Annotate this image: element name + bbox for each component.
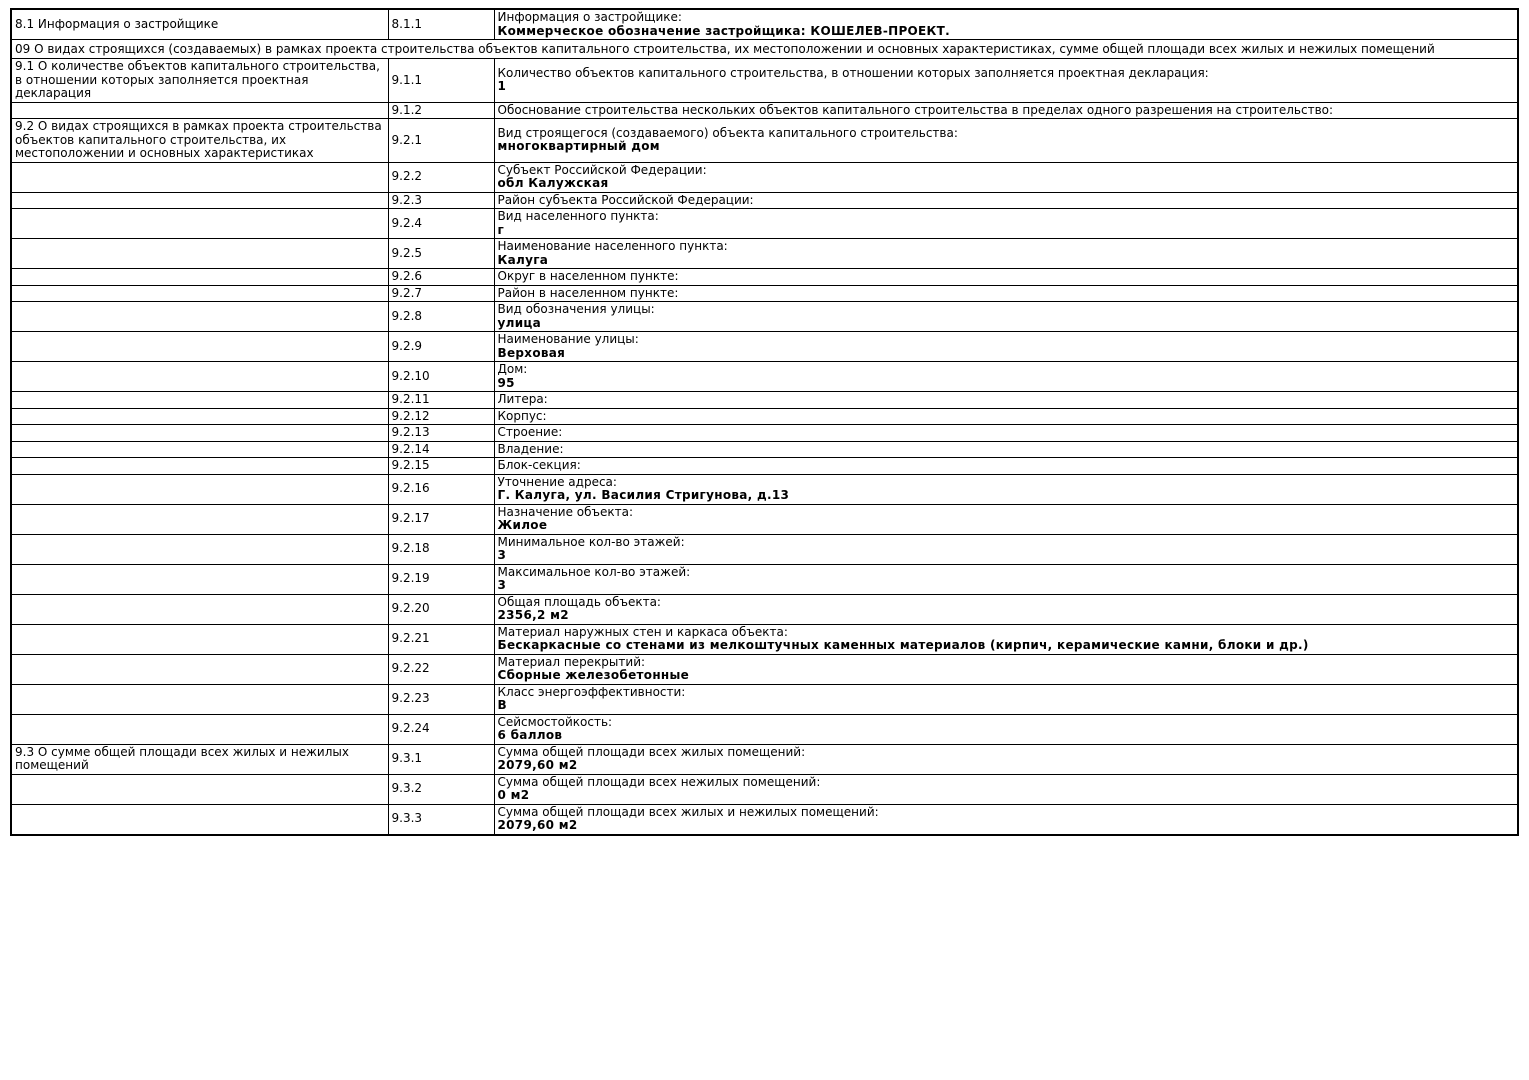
row-content-cell xyxy=(494,624,1518,654)
row-code-cell: 9.2.12 xyxy=(388,408,494,425)
table-row xyxy=(11,59,1518,103)
field-label: Количество объектов капитального строительства, в отношении которых заполняется проектная декларация: xyxy=(497,65,1209,80)
field-value: 2079,60 м2 xyxy=(497,758,578,772)
row-content-cell xyxy=(494,9,1518,40)
table-row xyxy=(11,302,1518,332)
table-row xyxy=(11,624,1518,654)
field-value: улица xyxy=(497,315,542,330)
field-label: Класс энергоэффективности: xyxy=(497,684,686,699)
row-code-cell: 9.3.3 xyxy=(388,804,494,835)
table-row xyxy=(11,744,1518,774)
row-code-cell: 9.2.3 xyxy=(388,192,494,209)
section-title-cell xyxy=(11,162,388,192)
table-row xyxy=(11,102,1518,119)
field-label: Район в населенном пункте: xyxy=(497,285,679,300)
section-title-cell xyxy=(11,804,388,835)
table-row xyxy=(11,714,1518,744)
row-content-cell xyxy=(494,162,1518,192)
field-label: Дом: xyxy=(497,362,528,376)
section-header-row xyxy=(11,40,1518,59)
table-row xyxy=(11,239,1518,269)
field-label: Материал перекрытий: xyxy=(497,654,646,669)
table-row xyxy=(11,474,1518,504)
section-title-cell xyxy=(11,408,388,425)
row-content-cell xyxy=(494,269,1518,286)
row-content-cell xyxy=(494,654,1518,684)
section-title-cell xyxy=(11,684,388,714)
field-label: Общая площадь объекта: xyxy=(497,594,661,609)
table-row xyxy=(11,534,1518,564)
section-title-cell xyxy=(11,285,388,302)
row-content-cell xyxy=(494,425,1518,442)
section-title-cell xyxy=(11,458,388,475)
field-label: Максимальное кол-во этажей: xyxy=(497,564,691,579)
field-label: Сумма общей площади всех жилых помещений: xyxy=(497,744,806,759)
row-content-cell xyxy=(494,564,1518,594)
row-code-cell: 8.1.1 xyxy=(388,9,494,40)
table-row xyxy=(11,804,1518,835)
field-label: Сумма общей площади всех жилых и нежилых помещений: xyxy=(497,804,879,819)
section-title-cell xyxy=(11,654,388,684)
field-label: Блок-секция: xyxy=(497,458,581,472)
field-label: Владение: xyxy=(497,441,564,456)
row-code-cell: 9.2.7 xyxy=(388,285,494,302)
section-title-cell xyxy=(11,302,388,332)
row-code-cell: 9.2.16 xyxy=(388,474,494,504)
field-value: 1 xyxy=(497,79,507,94)
row-content-cell xyxy=(494,59,1518,103)
field-value: 6 баллов xyxy=(497,728,563,742)
field-value: 2356,2 м2 xyxy=(497,608,569,622)
section-title-cell xyxy=(11,239,388,269)
field-value: Бескаркасные со стенами из мелкоштучных каменных материалов (кирпич, керамические камни, блоки и др.) xyxy=(497,638,1309,652)
row-code-cell: 9.2.5 xyxy=(388,239,494,269)
row-code-cell: 9.2.11 xyxy=(388,392,494,409)
row-content-cell xyxy=(494,362,1518,392)
row-code-cell: 9.2.6 xyxy=(388,269,494,286)
table-row xyxy=(11,564,1518,594)
section-title-cell xyxy=(11,624,388,654)
table-row xyxy=(11,425,1518,442)
table-row xyxy=(11,458,1518,475)
field-label: Сумма общей площади всех нежилых помещений: xyxy=(497,774,821,789)
table-body xyxy=(11,9,1518,835)
table-row xyxy=(11,654,1518,684)
row-content-cell xyxy=(494,534,1518,564)
row-content-cell xyxy=(494,474,1518,504)
section-title-cell xyxy=(11,534,388,564)
section-title-cell xyxy=(11,269,388,286)
section-title-cell xyxy=(11,774,388,804)
row-content-cell xyxy=(494,804,1518,835)
row-content-cell xyxy=(494,192,1518,209)
row-code-cell: 9.2.1 xyxy=(388,119,494,163)
table-row xyxy=(11,119,1518,163)
row-content-cell xyxy=(494,774,1518,804)
field-value: Коммерческое обозначение застройщика: КОШЕЛЕВ-ПРОЕКТ. xyxy=(497,23,950,38)
table-row xyxy=(11,285,1518,302)
section-title-cell xyxy=(11,192,388,209)
section-header-cell: 09 О видах строящихся (создаваемых) в рамках проекта строительства объектов капитального строительства, их местоположении и основных характеристиках, сумме общей площади всех жилых и нежилых помещений xyxy=(11,40,1518,59)
row-code-cell: 9.2.14 xyxy=(388,441,494,458)
row-code-cell: 9.2.18 xyxy=(388,534,494,564)
project-declaration-table xyxy=(10,8,1519,836)
section-title-cell xyxy=(11,474,388,504)
row-content-cell xyxy=(494,441,1518,458)
table-row xyxy=(11,408,1518,425)
field-label: Информация о застройщике: xyxy=(497,10,682,24)
table-row xyxy=(11,504,1518,534)
field-value: многоквартирный дом xyxy=(497,139,660,154)
table-row xyxy=(11,192,1518,209)
row-code-cell: 9.2.23 xyxy=(388,684,494,714)
table-row xyxy=(11,774,1518,804)
field-value: 3 xyxy=(497,578,507,592)
section-title-cell xyxy=(11,425,388,442)
row-code-cell: 9.1.2 xyxy=(388,102,494,119)
row-code-cell: 9.2.21 xyxy=(388,624,494,654)
row-content-cell xyxy=(494,332,1518,362)
section-title-cell xyxy=(11,362,388,392)
field-value: 3 xyxy=(497,548,507,562)
row-code-cell: 9.2.4 xyxy=(388,209,494,239)
section-title-cell xyxy=(11,441,388,458)
row-code-cell: 9.2.17 xyxy=(388,504,494,534)
row-code-cell: 9.2.20 xyxy=(388,594,494,624)
section-title-cell xyxy=(11,102,388,119)
row-content-cell xyxy=(494,285,1518,302)
row-code-cell: 9.3.2 xyxy=(388,774,494,804)
row-code-cell: 9.2.13 xyxy=(388,425,494,442)
table-row xyxy=(11,684,1518,714)
table-row xyxy=(11,332,1518,362)
field-value: Г. Калуга, ул. Василия Стригунова, д.13 xyxy=(497,488,790,502)
field-label: Вид обозначения улицы: xyxy=(497,302,655,316)
field-label: Округ в населенном пункте: xyxy=(497,269,679,283)
field-value: В xyxy=(497,698,507,712)
row-code-cell: 9.2.9 xyxy=(388,332,494,362)
row-code-cell: 9.2.10 xyxy=(388,362,494,392)
field-value: 95 xyxy=(497,375,515,390)
section-title-cell: 9.3 О сумме общей площади всех жилых и нежилых помещений xyxy=(11,744,388,774)
table-row xyxy=(11,209,1518,239)
field-label: Вид строящегося (создаваемого) объекта капитального строительства: xyxy=(497,125,958,140)
row-code-cell: 9.1.1 xyxy=(388,59,494,103)
section-title-cell xyxy=(11,594,388,624)
row-code-cell: 9.3.1 xyxy=(388,744,494,774)
row-content-cell xyxy=(494,102,1518,119)
section-title-cell xyxy=(11,504,388,534)
section-title-cell xyxy=(11,564,388,594)
section-title-cell xyxy=(11,392,388,409)
row-content-cell xyxy=(494,209,1518,239)
field-value: обл Калужская xyxy=(497,176,609,190)
row-code-cell: 9.2.24 xyxy=(388,714,494,744)
field-label: Минимальное кол-во этажей: xyxy=(497,534,685,549)
row-code-cell: 9.2.19 xyxy=(388,564,494,594)
row-content-cell xyxy=(494,684,1518,714)
field-value: 0 м2 xyxy=(497,788,530,802)
field-label: Материал наружных стен и каркаса объекта: xyxy=(497,624,788,639)
field-value: Жилое xyxy=(497,518,548,532)
table-row xyxy=(11,269,1518,286)
row-code-cell: 9.2.8 xyxy=(388,302,494,332)
row-code-cell: 9.2.22 xyxy=(388,654,494,684)
field-label: Наименование населенного пункта: xyxy=(497,239,728,253)
section-title-cell xyxy=(11,209,388,239)
field-label: Назначение объекта: xyxy=(497,504,634,519)
field-label: Строение: xyxy=(497,425,563,439)
field-label: Район субъекта Российской Федерации: xyxy=(497,192,754,207)
table-row xyxy=(11,362,1518,392)
field-value: Сборные железобетонные xyxy=(497,668,690,682)
row-content-cell xyxy=(494,392,1518,409)
row-content-cell xyxy=(494,594,1518,624)
row-content-cell xyxy=(494,408,1518,425)
field-label: Уточнение адреса: xyxy=(497,474,617,489)
field-value: Калуга xyxy=(497,252,549,267)
field-value: Верховая xyxy=(497,345,566,360)
field-label: Корпус: xyxy=(497,408,547,423)
section-title-cell xyxy=(11,714,388,744)
table-row xyxy=(11,9,1518,40)
row-content-cell xyxy=(494,744,1518,774)
table-row xyxy=(11,162,1518,192)
row-content-cell xyxy=(494,239,1518,269)
section-title-cell: 9.2 О видах строящихся в рамках проекта строительства объектов капитального строительства, их местоположении и основных характеристиках xyxy=(11,119,388,163)
table-row xyxy=(11,392,1518,409)
row-content-cell xyxy=(494,504,1518,534)
row-content-cell xyxy=(494,714,1518,744)
field-label: Наименование улицы: xyxy=(497,332,639,346)
field-label: Сейсмостойкость: xyxy=(497,714,613,729)
table-row xyxy=(11,594,1518,624)
row-code-cell: 9.2.2 xyxy=(388,162,494,192)
row-content-cell xyxy=(494,302,1518,332)
table-row xyxy=(11,441,1518,458)
field-label: Вид населенного пункта: xyxy=(497,209,659,223)
field-label: Обоснование строительства нескольких объектов капитального строительства в пределах одного разрешения на строительство: xyxy=(497,102,1334,117)
section-title-cell: 8.1 Информация о застройщике xyxy=(11,9,388,40)
section-title-cell xyxy=(11,332,388,362)
field-label: Субъект Российской Федерации: xyxy=(497,162,707,177)
field-value: 2079,60 м2 xyxy=(497,818,578,832)
row-content-cell xyxy=(494,458,1518,475)
row-content-cell xyxy=(494,119,1518,163)
field-value: г xyxy=(497,222,505,237)
section-title-cell: 9.1 О количестве объектов капитального строительства, в отношении которых заполняется проектная декларация xyxy=(11,59,388,103)
row-code-cell: 9.2.15 xyxy=(388,458,494,475)
field-label: Литера: xyxy=(497,392,548,406)
